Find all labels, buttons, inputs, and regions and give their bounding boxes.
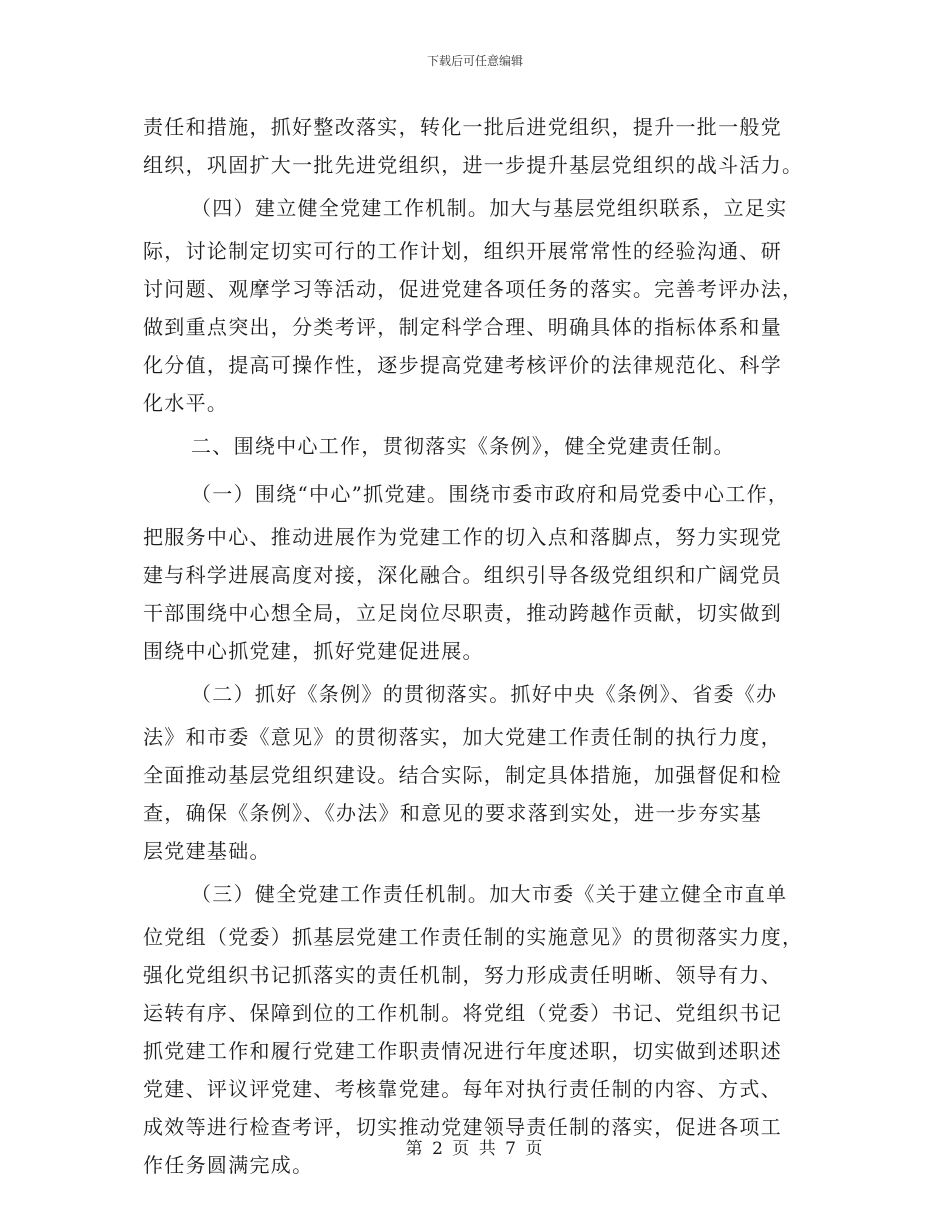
text-line: 运转有序、保障到位的工作机制。将党组（党委）书记、党组织书记 [143,1001,782,1025]
text-line: 干部围绕中心想全局，立足岗位尽职责，推动跨越作贡献，切实做到 [143,601,782,625]
text-line: 围绕中心抓党建，抓好党建促进展。 [143,639,484,663]
text-line: 际，讨论制定切实可行的工作计划，组织开展常常性的经验沟通、研 [143,239,782,263]
text-line: 把服务中心、推动进展作为党建工作的切入点和落脚点，努力实现党 [143,525,782,549]
text-line: （三）健全党建工作责任机制。加大市委《关于建立健全市直单 [191,882,788,906]
text-line: 位党组（党委）抓基层党建工作责任制的实施意见》的贯彻落实力度， [143,925,804,949]
text-line: 组织，巩固扩大一批先进党组织，进一步提升基层党组织的战斗活力。 [143,153,804,177]
page-number-footer: 第 2 页 共 7 页 [405,1139,545,1159]
text-line: 全面推动基层党组织建设。结合实际，制定具体措施，加强督促和检 [143,763,782,787]
text-line: 抓党建工作和履行党建工作职责情况进行年度述职，切实做到述职述 [143,1039,782,1063]
text-line: 成效等进行检查考评，切实推动党建领导责任制的落实，促进各项工 [143,1115,782,1139]
text-line: 查，确保《条例》、《办法》和意见的要求落到实处，进一步夯实基 [143,801,762,825]
text-line: 化水平。 [143,391,229,415]
text-line: 建与科学进展高度对接，深化融合。组织引导各级党组织和广阔党员 [143,563,782,587]
text-line: （一）围绕“中心”抓党建。围绕市委市政府和局党委中心工作， [191,482,790,506]
text-line: （二）抓好《条例》的贯彻落实。抓好中央《条例》、省委《办 [191,682,778,706]
text-line: 责任和措施，抓好整改落实，转化一批后进党组织，提升一批一般党 [143,115,782,139]
text-line: 二、围绕中心工作，贯彻落实《条例》，健全党建责任制。 [191,434,735,458]
text-line: （四）建立健全党建工作机制。加大与基层党组织联系，立足实 [191,196,788,220]
text-line: 做到重点突出，分类考评，制定科学合理、明确具体的指标体系和量 [143,315,782,339]
text-line: 作任务圆满完成。 [143,1153,314,1177]
text-line: 层党建基础。 [143,839,271,863]
document-body [143,108,807,1184]
text-line: 法》和市委《意见》的贯彻落实，加大党建工作责任制的执行力度， [143,725,782,749]
text-line: 讨问题、观摩学习等活动，促进党建各项任务的落实。完善考评办法， [143,277,804,301]
page-header: 下载后可任意编辑 [426,54,523,68]
text-line: 强化党组织书记抓落实的责任机制，努力形成责任明晰、领导有力、 [143,963,782,987]
text-line: 党建、评议评党建、考核靠党建。每年对执行责任制的内容、方式、 [143,1077,782,1101]
text-line: 化分值，提高可操作性，逐步提高党建考核评价的法律规范化、科学 [143,353,782,377]
